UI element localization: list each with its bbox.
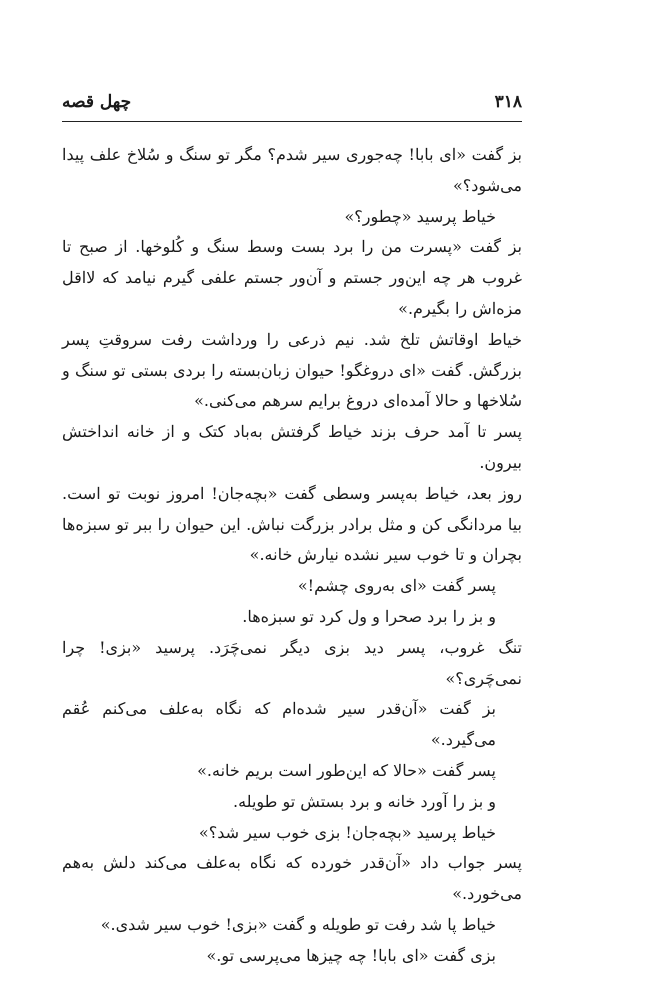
- page-number: ۳۱۸: [494, 92, 522, 112]
- paragraph: پسر گفت «ای به‌روی چشم!»: [297, 576, 496, 596]
- paragraph: پسر تا آمد حرف بزند خیاط گرفتش به‌باد کتک و از خانه انداختش بیرون.: [62, 422, 522, 472]
- paragraph: و بز را آورد خانه و برد بستش تو طویله.: [233, 791, 496, 811]
- paragraph: خیاط پا شد رفت تو طویله و گفت «بزی! خوب سیر شدی.»: [100, 914, 496, 934]
- paragraph: بز گفت «پسرت من را برد بست وسط سنگ و کُلوخها. از صبح تا غروب هر چه این‌ور جستم و آن‌ور جستم علفی گیرم نیامد که لااقل مزه‌اش را بگیرم.»: [62, 237, 522, 318]
- paragraph: پسر جواب داد «آن‌قدر خورده که نگاه به‌علف می‌کند دلش به‌هم می‌خورد.»: [62, 853, 522, 904]
- paragraph: تنگ غروب، پسر دید بزی دیگر نمی‌چَرَد. پرسید «بزی! چرا نمی‌چَری؟»: [62, 637, 522, 688]
- body-text: [62, 140, 522, 972]
- header-rule: [62, 121, 522, 122]
- paragraph: خیاط پرسید «چطور؟»: [344, 206, 496, 226]
- paragraph: بز گفت «آن‌قدر سیر شده‌ام که نگاه به‌علف می‌کنم عُقم می‌گیرد.»: [62, 699, 496, 750]
- paragraph: بز گفت «ای بابا! چه‌جوری سیر شدم؟ مگر تو سنگ و سُلاخ علف پیدا می‌شود؟»: [62, 145, 522, 195]
- paragraph: بزی گفت «ای بابا! چه چیزها می‌پرسی تو.»: [206, 945, 496, 965]
- paragraph: پسر گفت «حالا که این‌طور است بریم خانه.»: [197, 760, 496, 780]
- book-title: چهل قصه: [62, 92, 132, 112]
- paragraph: و بز را برد صحرا و ول کرد تو سبزه‌ها.: [242, 606, 496, 626]
- paragraph: خیاط پرسید «بچه‌جان! بزی خوب سیر شد؟»: [198, 822, 496, 842]
- running-header: [62, 92, 522, 116]
- paragraph: خیاط اوقاتش تلخ شد. نیم ذرعی را ورداشت رفت سروقتِ پسر بزرگش. گفت «ای دروغگو! حیوان زبان‌بسته را بردی بستی تو سنگ و سُلاخها و حالا آمده‌ای دروغ برایم سرهم می‌کنی.»: [62, 329, 522, 411]
- paragraph: روز بعد، خیاط به‌پسر وسطی گفت «بچه‌جان! امروز نوبت تو است. بیا مردانگی کن و مثل برادر بزرگت نباش. این حیوان را ببر تو سبزه‌ها بچران و تا خوب سیر نشده نیارش خانه.»: [62, 483, 522, 565]
